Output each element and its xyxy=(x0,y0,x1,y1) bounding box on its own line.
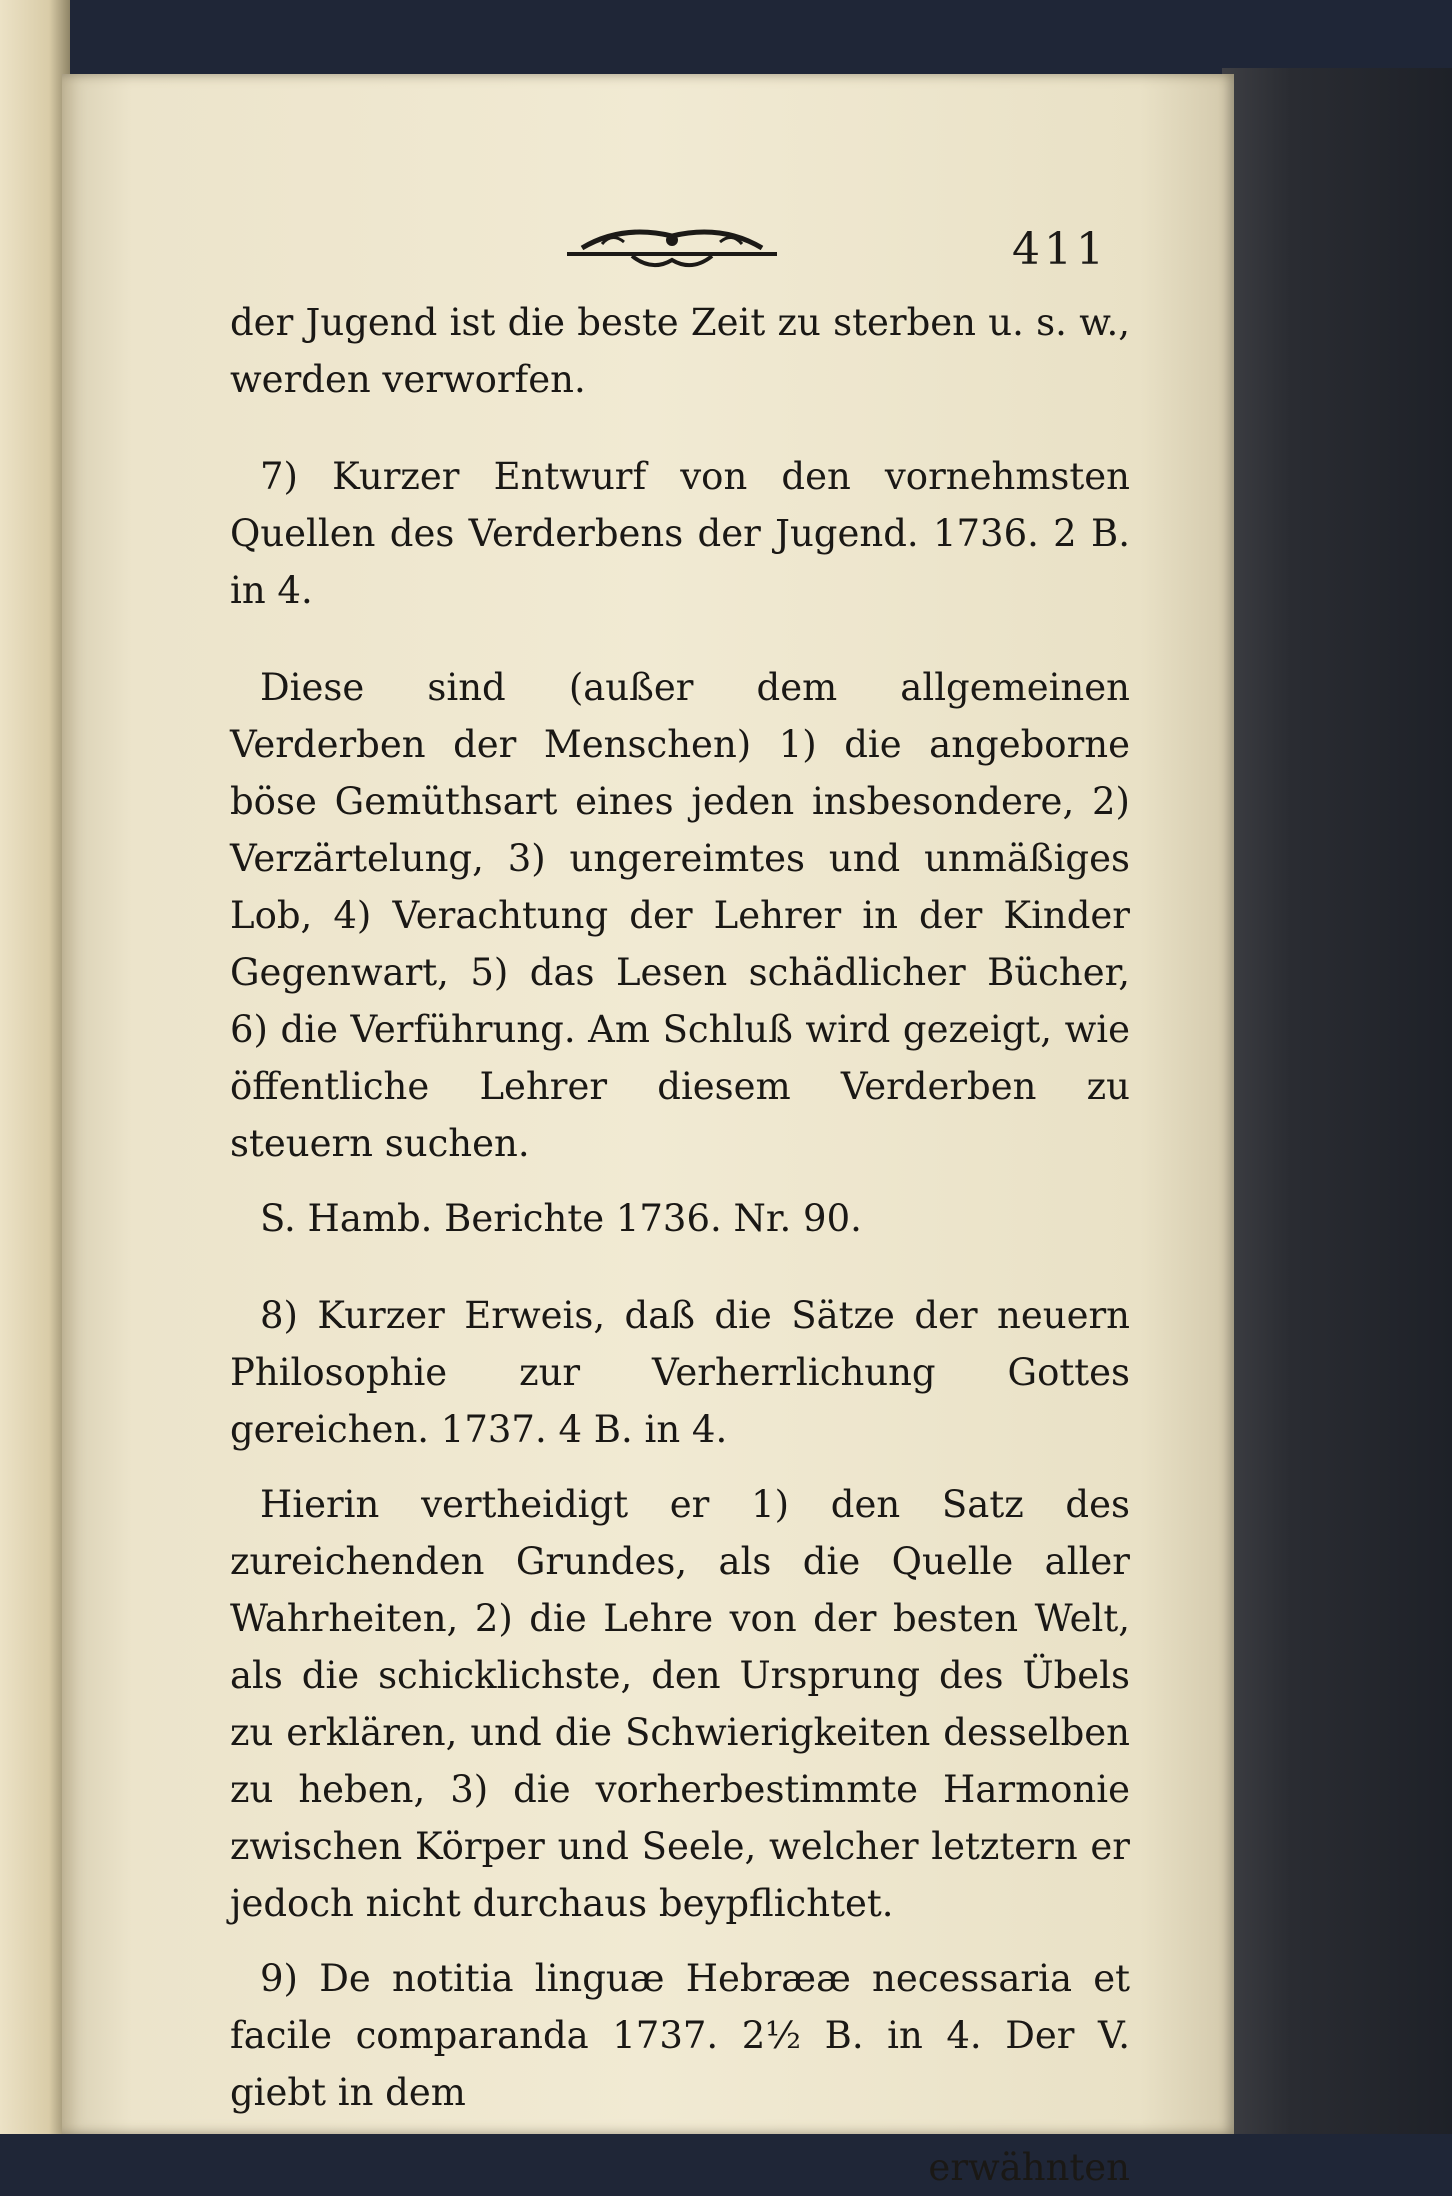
page-number: 411 xyxy=(1012,224,1108,275)
paragraph-1: der Jugend ist die beste Zeit zu sterben u. s. w., werden verworfen. xyxy=(230,301,1130,401)
catchword: erwähnten xyxy=(928,2146,1130,2189)
book-page xyxy=(62,74,1234,2189)
paragraph-5: 8) Kurzer Erweis, daß die Sätze der neuern Philosophie zur Verherrlichung Gottes gereichen. 1737. 4 B. in 4. xyxy=(230,1294,1130,1451)
page-text xyxy=(230,294,1130,2196)
book-binding xyxy=(1222,68,1452,2134)
paragraph-7: 9) De notitia linguæ Hebrææ necessaria et facile comparanda 1737. 2½ B. in 4. Der V. giebt in dem xyxy=(230,1957,1130,2114)
decorative-vignette-icon xyxy=(562,214,782,274)
paragraph-4: S. Hamb. Berichte 1736. Nr. 90. xyxy=(260,1197,862,1240)
paragraph-6: Hierin vertheidigt er 1) den Satz des zureichenden Grundes, als die Quelle aller Wahrheiten, 2) die Lehre von der besten Welt, als die schicklichste, den Ursprung des Übels zu erklären, und die Schwierigkeiten desselben zu heben, 3) die vorherbestimmte Harmonie zwischen Körper und Seele, welcher letztern er jedoch nicht durchaus beypflichtet. xyxy=(230,1483,1130,1925)
paragraph-2: 7) Kurzer Entwurf von den vornehmsten Quellen des Verderbens der Jugend. 1736. 2 B. in 4. xyxy=(230,455,1130,612)
paragraph-3: Diese sind (außer dem allgemeinen Verderben der Menschen) 1) die angeborne böse Gemüthsart eines jeden insbesondere, 2) Verzärtelung, 3) ungereimtes und unmäßiges Lob, 4) Verachtung der Lehrer in der Kinder Gegenwart, 5) das Lesen schädlicher Bücher, 6) die Verführung. Am Schluß wird gezeigt, wie öffentliche Lehrer diesem Verderben zu steuern suchen. xyxy=(230,666,1130,1165)
facing-page-edge xyxy=(0,0,70,2134)
